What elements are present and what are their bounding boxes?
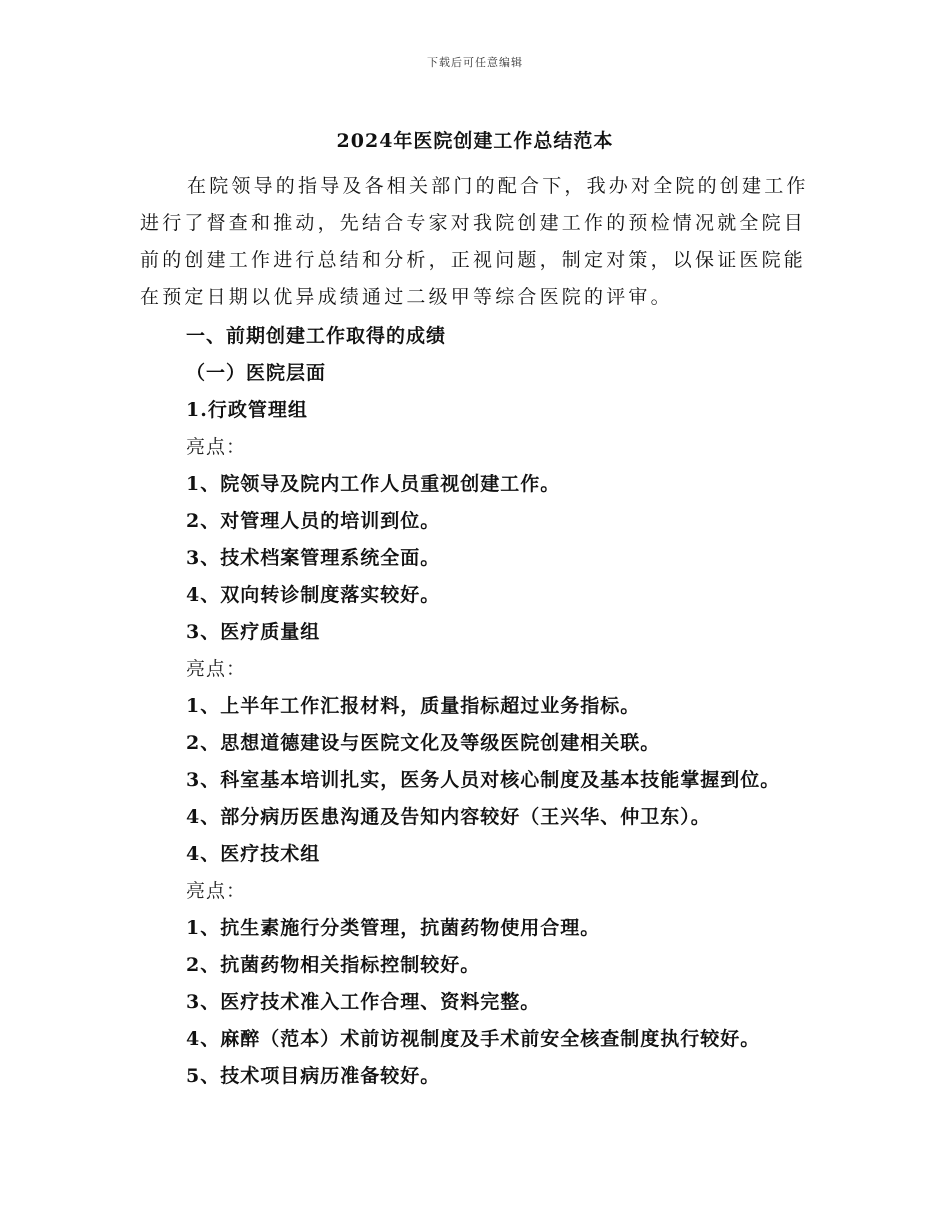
content-line: （一）医院层面 (186, 362, 327, 384)
header-note: 下载后可任意编辑 (427, 56, 523, 69)
content-line: 2、思想道德建设与医院文化及等级医院创建相关联。 (186, 732, 661, 754)
content-line: 1.行政管理组 (186, 399, 308, 421)
content-line: 4、医疗技术组 (186, 843, 321, 865)
content-line: 3、医疗质量组 (186, 621, 321, 643)
content-line: 1、院领导及院内工作人员重视创建工作。 (186, 473, 561, 495)
content-line: 1、上半年工作汇报材料，质量指标超过业务指标。 (186, 695, 641, 717)
content-line: 3、技术档案管理系统全面。 (186, 547, 441, 569)
content-line: 5、技术项目病历准备较好。 (186, 1065, 441, 1087)
content-line: 4、部分病历医患沟通及告知内容较好（王兴华、仲卫东）。 (186, 806, 711, 828)
content-line: 亮点： (186, 436, 247, 458)
content-line: 一、前期创建工作取得的成绩 (186, 325, 447, 347)
content-line: 亮点： (186, 658, 247, 680)
content-line: 3、医疗技术准入工作合理、资料完整。 (186, 991, 541, 1013)
intro-paragraph: 在院领导的指导及各相关部门的配合下，我办对全院的创建工作进行了督查和推动，先结合专家对我院创建工作的预检情况就全院目前的创建工作进行总结和分析，正视问题，制定对策，以保证医院能在预定日期以优异成绩通过二级甲等综合医院的评审。 (140, 175, 809, 308)
document-title: 2024年医院创建工作总结范本 (336, 130, 614, 152)
content-lines (186, 318, 886, 1095)
content-line: 2、对管理人员的培训到位。 (186, 510, 441, 532)
content-line: 1、抗生素施行分类管理，抗菌药物使用合理。 (186, 917, 601, 939)
content-line: 2、抗菌药物相关指标控制较好。 (186, 954, 481, 976)
content-line: 3、科室基本培训扎实，医务人员对核心制度及基本技能掌握到位。 (186, 769, 781, 791)
content-line: 亮点： (186, 880, 247, 902)
content-line: 4、双向转诊制度落实较好。 (186, 584, 441, 606)
content-line: 4、麻醉（范本）术前访视制度及手术前安全核查制度执行较好。 (186, 1028, 761, 1050)
